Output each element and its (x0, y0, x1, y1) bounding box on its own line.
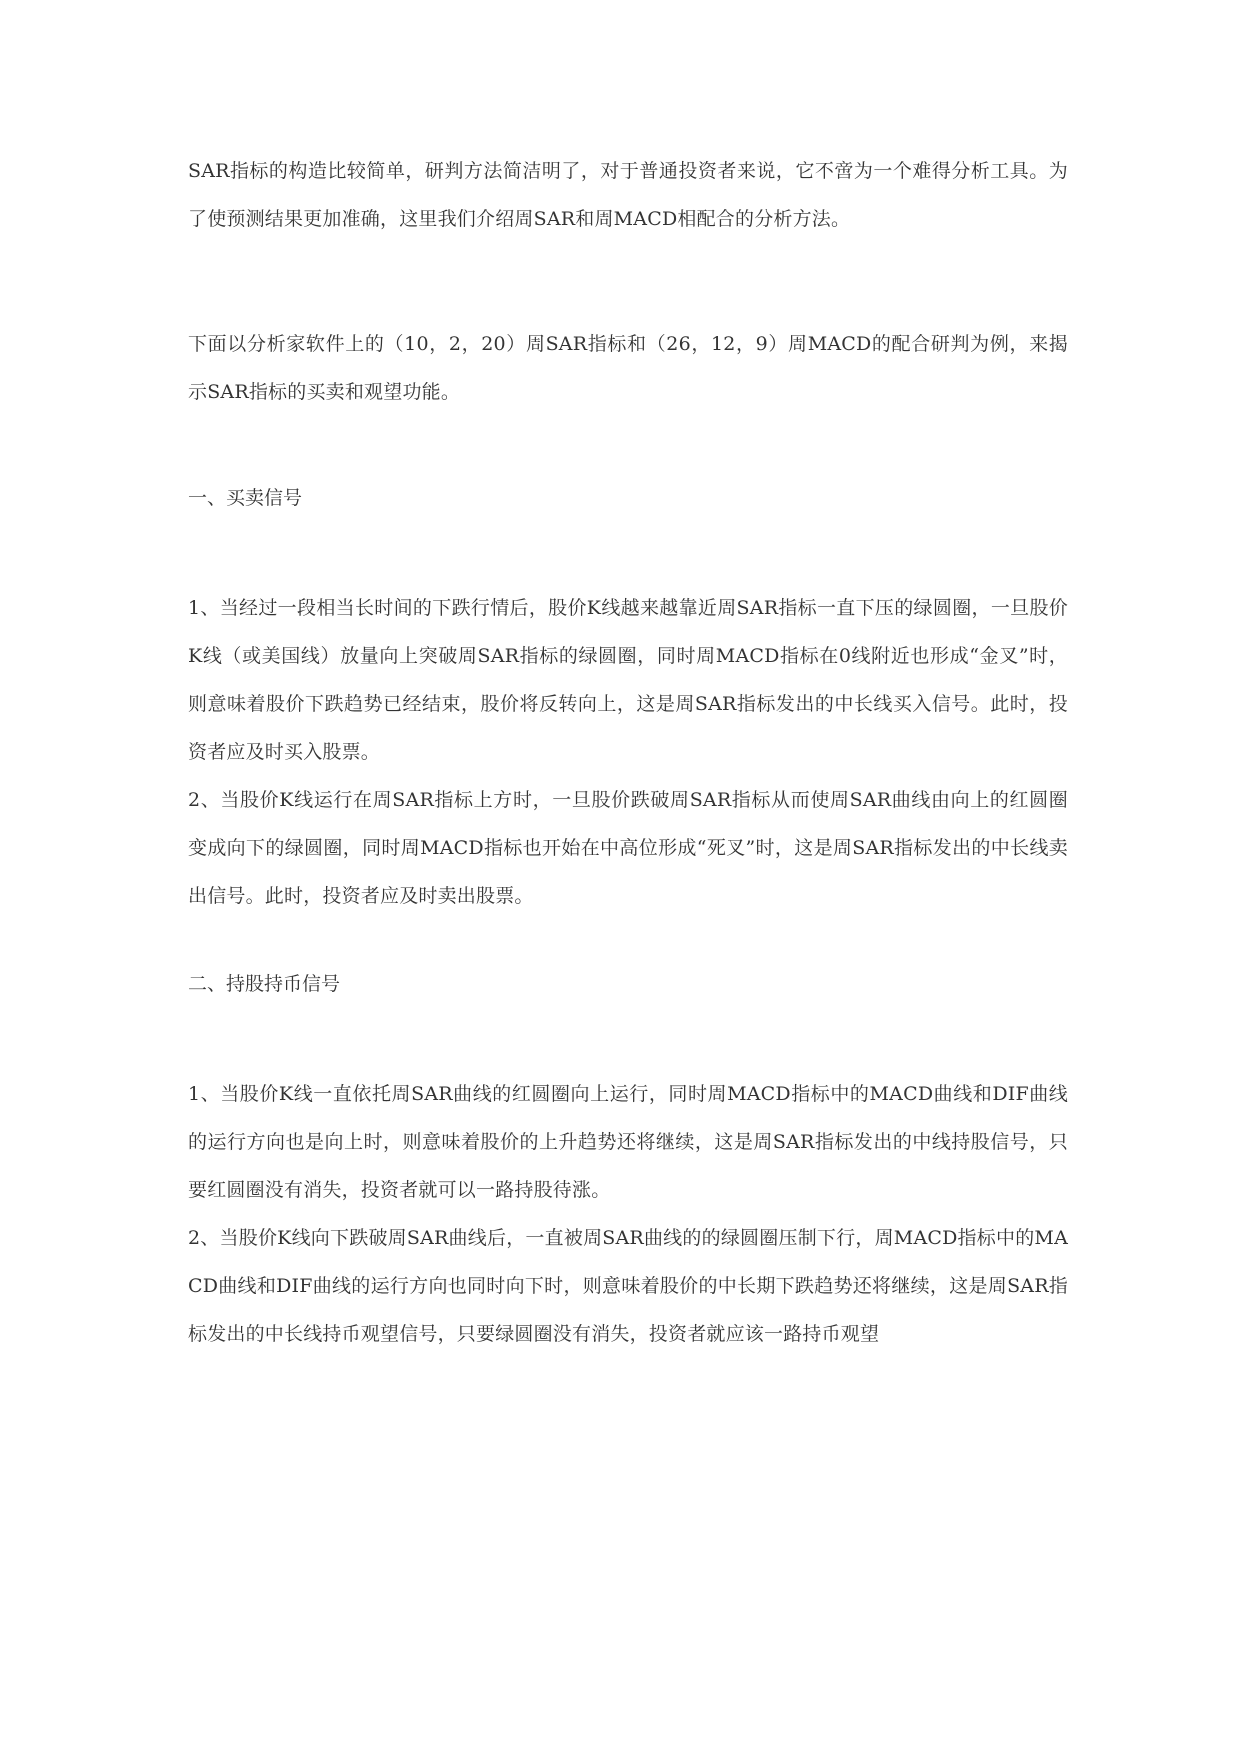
section-1-item-2: 2、当股价K线运行在周SAR指标上方时，一旦股价跌破周SAR指标从而使周SAR曲线由向上的红圆圈变成向下的绿圆圈，同时周MACD指标也开始在中高位形成“死叉”时，这是周SAR指标发出的中长线卖出信号。此时，投资者应及时卖出股票。 (188, 789, 1068, 907)
section-2-item-1: 1、当股价K线一直依托周SAR曲线的红圆圈向上运行，同时周MACD指标中的MACD曲线和DIF曲线的运行方向也是向上时，则意味着股价的上升趋势还将继续，这是周SAR指标发出的中线持股信号，只要红圆圈没有消失，投资者就可以一路持股待涨。 (188, 1083, 1068, 1201)
section-2-item-2: 2、当股价K线向下跌破周SAR曲线后，一直被周SAR曲线的的绿圆圈压制下行，周MACD指标中的MACD曲线和DIF曲线的运行方向也同时向下时，则意味着股价的中长期下跌趋势还将继续，这是周SAR指标发出的中长线持币观望信号，只要绿圆圈没有消失，投资者就应该一路持币观望 (188, 1227, 1068, 1345)
intro-paragraph: SAR指标的构造比较简单，研判方法简洁明了，对于普通投资者来说，它不啻为一个难得分析工具。为了使预测结果更加准确，这里我们介绍周SAR和周MACD相配合的分析方法。 (188, 160, 1068, 230)
section-1-item-1: 1、当经过一段相当长时间的下跌行情后，股价K线越来越靠近周SAR指标一直下压的绿圆圈，一旦股价K线（或美国线）放量向上突破周SAR指标的绿圆圈，同时周MACD指标在0线附近也形成“金叉”时，则意味着股价下跌趋势已经结束，股价将反转向上，这是周SAR指标发出的中长线买入信号。此时，投资者应及时买入股票。 (188, 597, 1068, 763)
section-1-heading: 一、买卖信号 (188, 487, 303, 509)
example-paragraph: 下面以分析家软件上的（10，2，20）周SAR指标和（26，12，9）周MACD的配合研判为例，来揭示SAR指标的买卖和观望功能。 (188, 333, 1068, 403)
section-2-heading: 二、持股持币信号 (188, 973, 341, 995)
